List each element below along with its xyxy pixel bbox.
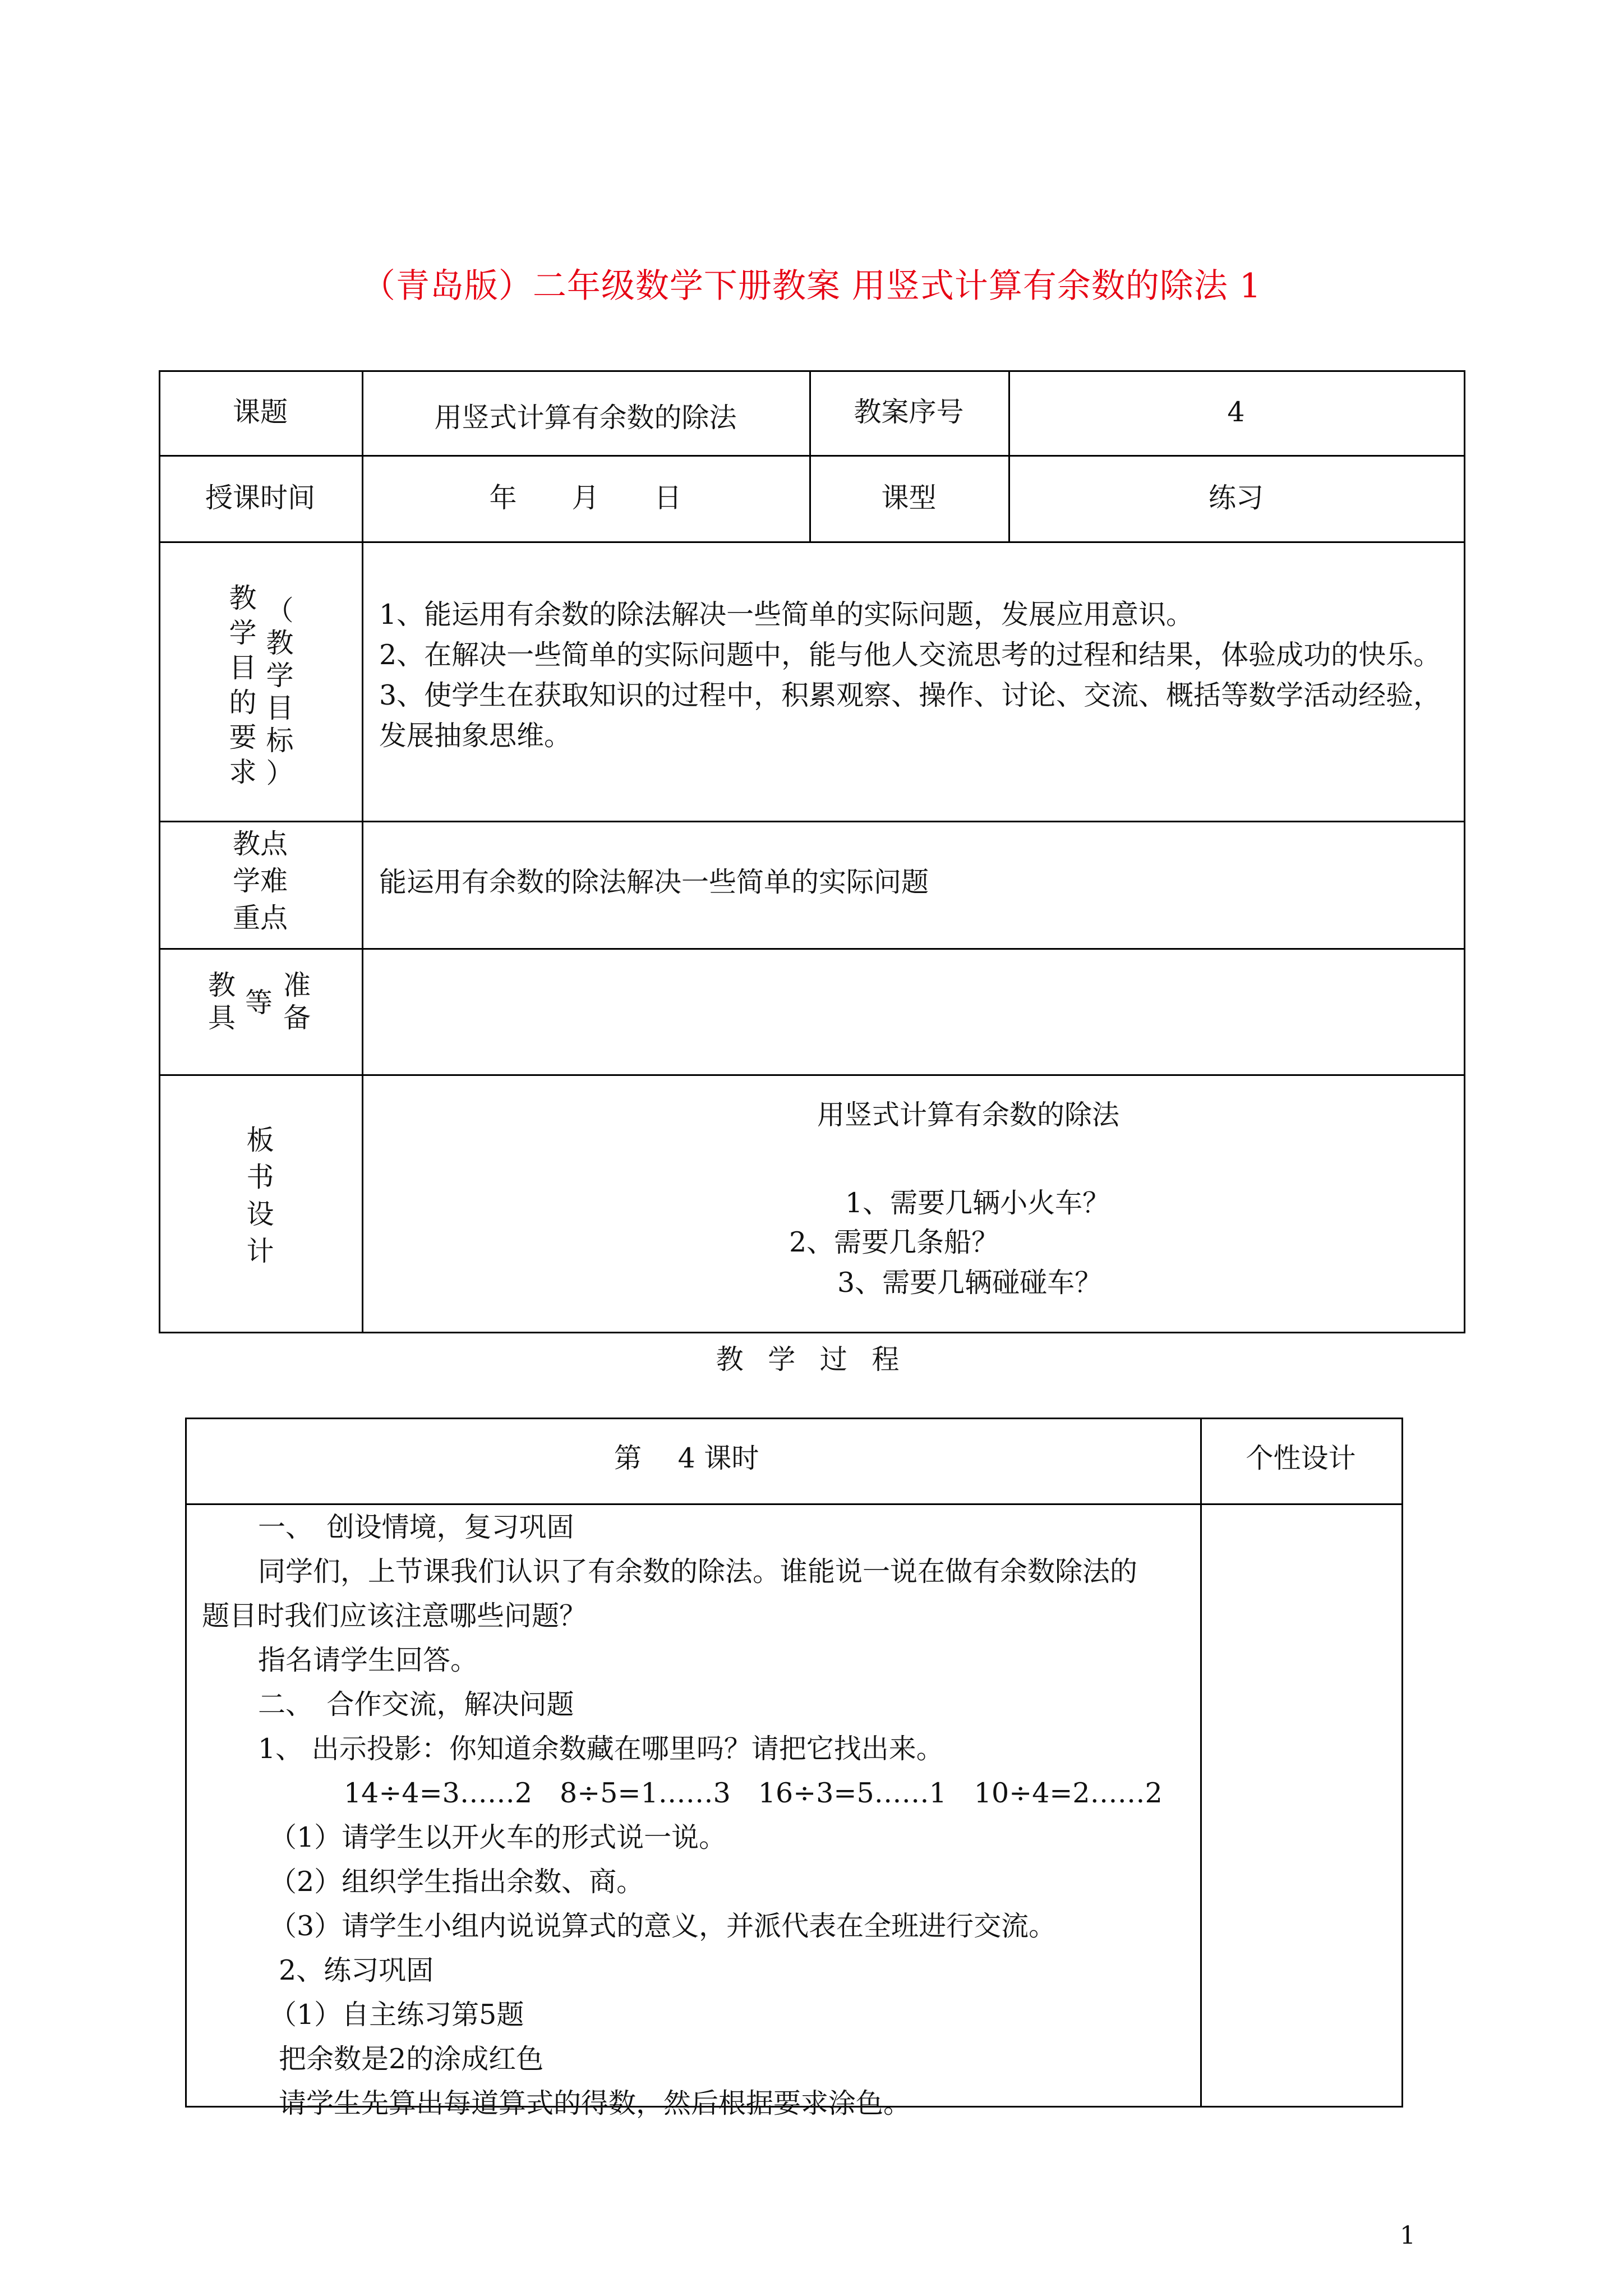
time-label: 授课时间 [205,482,315,514]
personal-design-label: 个性设计 [1246,1442,1356,1474]
process-content: 一、 创设情境，复习巩固 同学们，上节课我们认识了有余数的除法。谁能说一说在做有余数除法的 题目时我们应该注意哪些问题？ 指名请学生回答。 二、 合作交流，解决问题 1、 出示投影：你知道余数藏在哪里吗？请把它找出来。 14÷4=3……2 8÷5=1……3 16÷3=5……1 10÷4=2……2 （1）请学生以开火车的形式说一说。 （2）组织学生指出余数、商。 （3）请学生小组内说说算式的意义，并派代表在全班进行交流。 2、练习巩固 （1）自主练习第5题 把余数是2的涂成红色 请学生先算出每道算式的得数，然后根据要求涂色。 [202,1511,1163,2119]
teaching-process-table [185,1418,1403,2119]
board-item-1: 1、需要几辆小火车？ [845,1187,1110,1219]
topic-value: 用竖式计算有余数的除法 [434,402,737,434]
topic-label: 课题 [232,396,288,428]
prep-label-col3: 准 备 [283,969,311,1034]
board-item-3: 3、需要几辆碰碰车？ [837,1267,1103,1299]
lesson-info-table [159,370,1465,1333]
objectives-text: 1、能运用有余数的除法解决一些简单的实际问题，发展应用意识。 2、在解决一些简单的实际问题中，能与他人交流思考的过程和结果，体验成功的快乐。 3、使学生在获取知识的过程中，积累观察、操作、讨论、交流、概括等数学活动经验， 发展抽象思维。 [379,599,1441,752]
prep-label-col1: 教 具 [208,969,236,1034]
seq-value: 4 [1227,396,1245,428]
type-value: 练习 [1208,482,1264,514]
keypoints-value: 能运用有余数的除法解决一些简单的实际问题 [379,866,929,898]
seq-label: 教案序号 [854,396,964,428]
document-title: （青岛版）二年级数学下册教案 用竖式计算有余数的除法 1 [361,266,1262,306]
prep-label-col2: 等 [245,987,273,1019]
board-title: 用竖式计算有余数的除法 [817,1099,1120,1131]
process-heading: 教 学 过 程 [716,1343,907,1375]
type-label: 课型 [881,482,937,514]
objectives-label-col2: （ 教 学 目 标 ） [266,595,294,789]
keypoints-label: 教点 学难 重点 [232,828,288,934]
lesson-label: 第 4 课时 [614,1442,759,1474]
objectives-label-col1: 教 学 目 的 要 求 [229,582,257,788]
time-value: 年 月 日 [489,482,682,514]
board-label: 板 书 设 计 [246,1124,274,1267]
board-item-2: 2、需要几条船？ [789,1226,999,1258]
page-number: 1 [1400,2221,1415,2250]
